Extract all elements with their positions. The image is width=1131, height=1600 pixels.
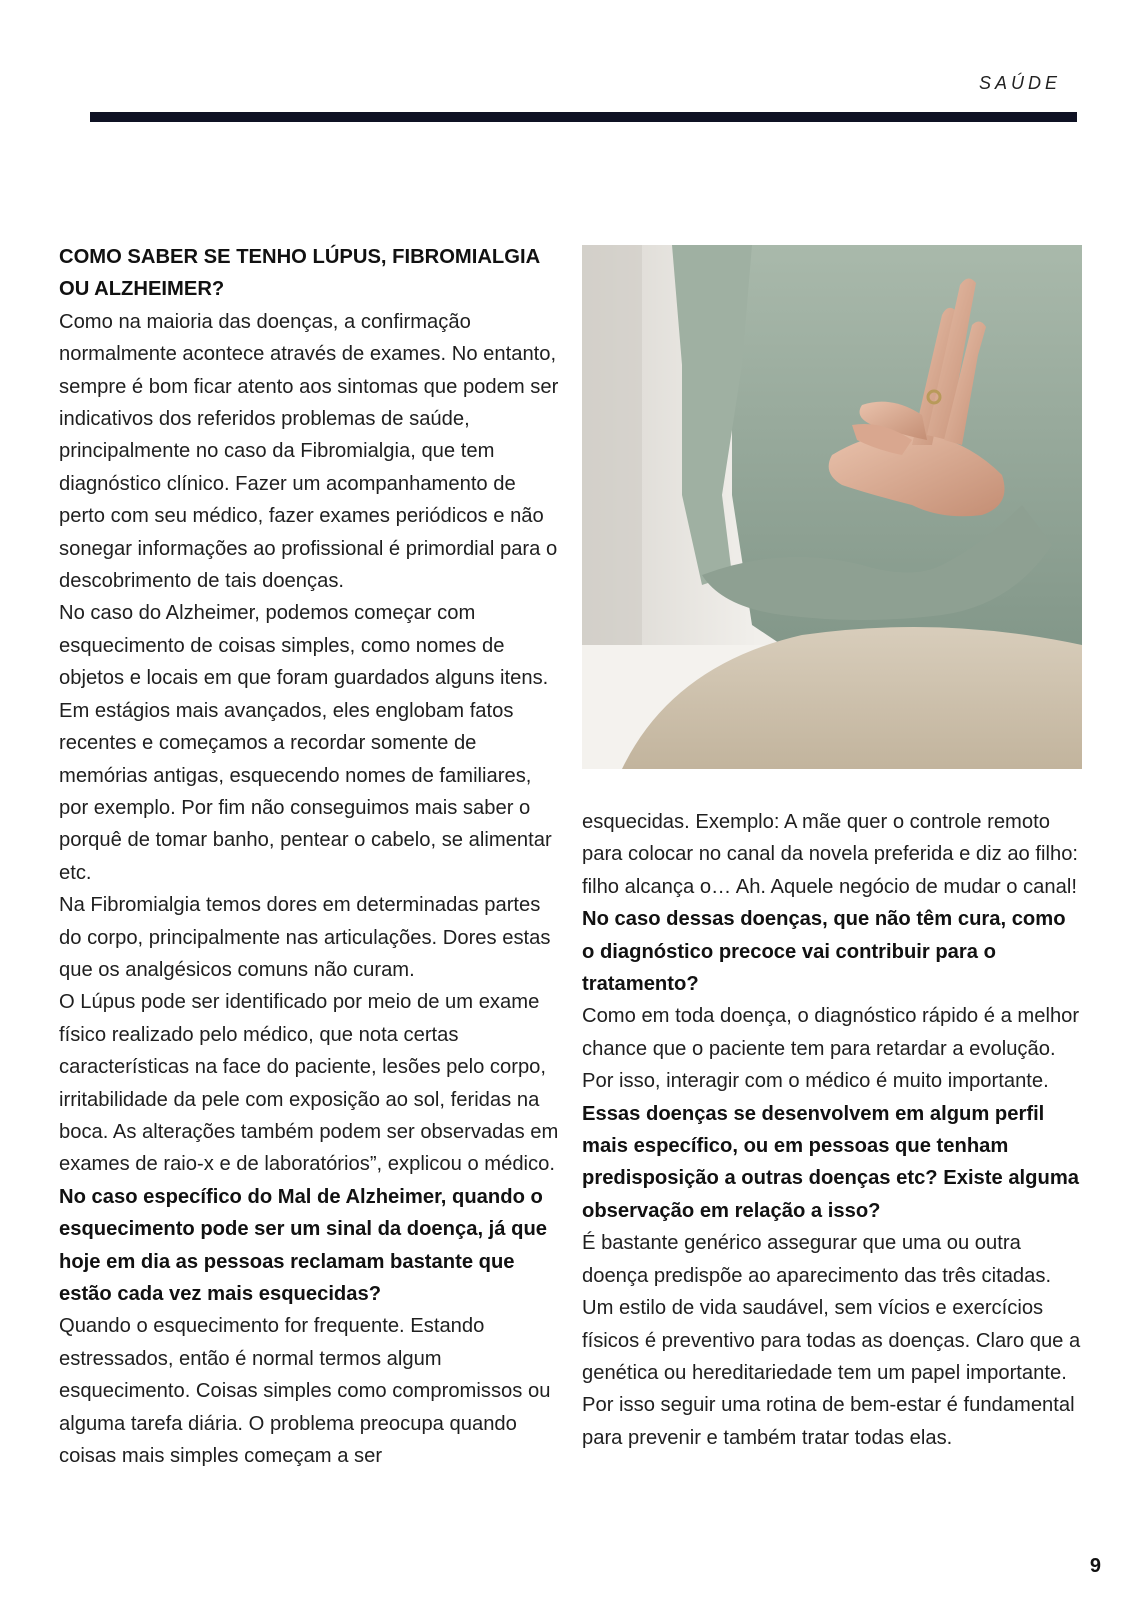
question-heading: No caso dessas doenças, que não têm cura, como o diagnóstico precoce vai contribuir para o tratamento?: [582, 908, 1066, 996]
paragraph: No caso do Alzheimer, podemos começar com esquecimento de coisas simples, como nomes de objetos e locais em que foram guardados alguns itens. Em estágios mais avançados, eles englobam fatos recentes e começamos a recordar somente de memórias antigas, esquecendo nomes de familiares, por exemplo. Por fim não conseguimos mais saber o porquê de tomar banho, pentear o cabelo, se alimentar etc.: [59, 602, 552, 884]
page-number: 9: [1089, 1555, 1101, 1577]
paragraph: Na Fibromialgia temos dores em determinadas partes do corpo, principalmente nas articulações. Dores estas que os analgésicos comuns não curam.: [59, 894, 551, 981]
right-column: [582, 806, 1082, 1454]
section-label: SAÚDE: [978, 73, 1061, 93]
paragraph: esquecidas. Exemplo: A mãe quer o controle remoto para colocar no canal da novela preferida e diz ao filho: filho alcança o… Ah. Aquele negócio de mudar o canal!: [582, 811, 1079, 898]
header-rule: [90, 112, 1077, 122]
article-photo: [582, 245, 1082, 769]
heading-intro: COMO SABER SE TENHO LÚPUS, FIBROMIALGIA OU ALZHEIMER?: [59, 246, 540, 301]
paragraph: Como na maioria das doenças, a confirmação normalmente acontece através de exames. No entanto, sempre é bom ficar atento aos sintomas que podem ser indicativos dos referidos problemas de saúde, principalmente no caso da Fibromialgia, que tem diagnóstico clínico. Fazer um acompanhamento de perto com seu médico, fazer exames periódicos e não sonegar informações ao profissional é primordial para o descobrimento de tais doenças.: [59, 310, 559, 593]
paragraph: O Lúpus pode ser identificado por meio de um exame físico realizado pelo médico, que nota certas características na face do paciente, lesões pelo corpo, irritabilidade da pele com exposição ao sol, feridas na boca. As alterações também podem ser observadas em exames de raio-x e de laboratórios”, explicou o médico.: [59, 991, 559, 1176]
paragraph: Como em toda doença, o diagnóstico rápido é a melhor chance que o paciente tem para retardar a evolução. Por isso, interagir com o médico é muito importante.: [582, 1005, 1080, 1093]
paragraph: É bastante genérico assegurar que uma ou outra doença predispõe ao aparecimento das três citadas. Um estilo de vida saudável, sem vícios e exercícios físicos é preventivo para todas as doenças. Claro que a genética ou hereditariedade tem um papel importante. Por isso seguir uma rotina de bem-estar é fundamental para prevenir e também tratar todas elas.: [582, 1232, 1081, 1449]
question-heading: No caso específico do Mal de Alzheimer, quando o esquecimento pode ser um sinal da doença, já que hoje em dia as pessoas reclamam bastante que estão cada vez mais esquecidas?: [59, 1185, 547, 1305]
question-heading: Essas doenças se desenvolvem em algum perfil mais específico, ou em pessoas que tenham predisposição a outras doenças etc? Existe alguma observação em relação a isso?: [582, 1102, 1080, 1222]
paragraph: Quando o esquecimento for frequente. Estando estressados, então é normal termos algum esquecimento. Coisas simples como compromissos ou alguma tarefa diária. O problema preocupa quando coisas mais simples começam a ser: [59, 1315, 551, 1468]
left-column: [59, 241, 559, 1472]
